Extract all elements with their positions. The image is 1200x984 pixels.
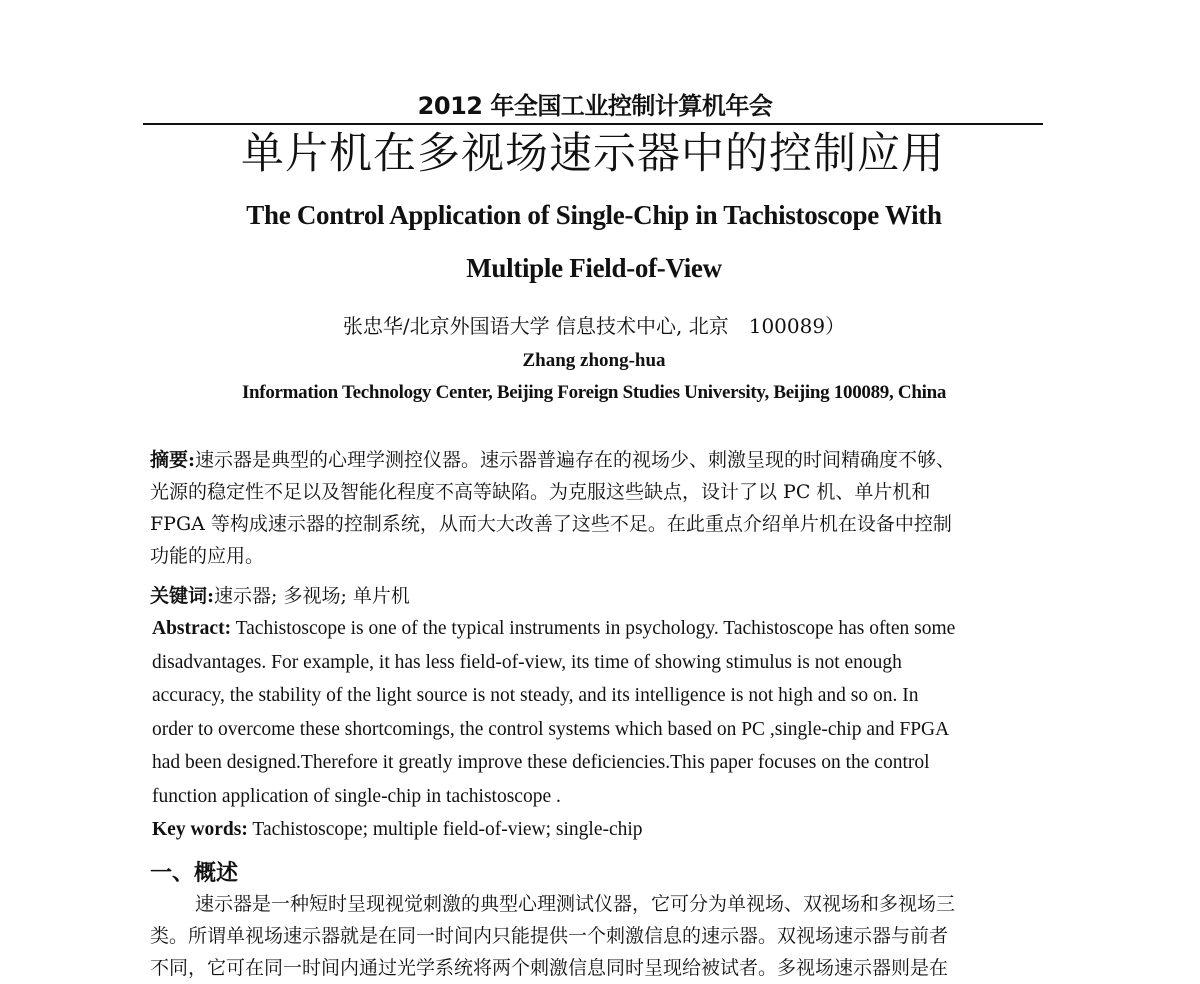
abstract-en-line-1: Abstract: Tachistoscope is one of the typical instruments in psychology. Tachistoscope has often some — [152, 618, 956, 639]
chinese-title: 单片机在多视场速示器中的控制应用 — [241, 129, 945, 179]
chinese-keywords — [150, 580, 1050, 612]
english-title-line-2: Multiple Field-of-View — [466, 253, 722, 283]
abstract-en-label: Abstract: — [152, 618, 232, 639]
abstract-cn-line-2: 光源的稳定性不足以及智能化程度不高等缺陷。为克服这些缺点，设计了以 PC 机、单片机和 — [150, 481, 931, 503]
section-heading-overview: 一、概述 — [150, 861, 239, 886]
keywords-en-text: Tachistoscope; multiple field-of-view; single-chip — [247, 819, 643, 840]
abstract-en-line-3: accuracy, the stability of the light source is not steady, and its intelligence is not high and so on. In — [152, 685, 919, 706]
section-1-line-2: 类。所谓单视场速示器就是在同一时间内只能提供一个刺激信息的速示器。双视场速示器与前者 — [150, 925, 949, 947]
conference-header: 2012 年全国工业控制计算机年会 — [417, 92, 773, 120]
chinese-abstract — [150, 444, 1050, 572]
abstract-en-line-2: disadvantages. For example, it has less field-of-view, its time of showing stimulus is not enough — [152, 651, 902, 673]
chinese-author-affiliation: 张忠华/北京外国语大学 信息技术中心, 北京 100089） — [342, 314, 846, 338]
abstract-cn-line-1: 摘要:速示器是典型的心理学测控仪器。速示器普遍存在的视场少、刺激呈现的时间精确度不够、 — [150, 449, 956, 471]
keywords-en — [152, 813, 1052, 847]
abstract-cn-line-3: FPGA 等构成速示器的控制系统，从而大大改善了这些不足。在此重点介绍单片机在设备中控制 — [150, 513, 952, 535]
keywords-cn-text: 速示器; 多视场; 单片机 — [214, 585, 410, 607]
keywords-en-label: Key words: — [152, 819, 248, 840]
abstract-cn-line-4: 功能的应用。 — [150, 545, 265, 567]
abstract-en-line-4: order to overcome these shortcomings, the control systems which based on PC ,single-chip and FPGA — [152, 718, 950, 740]
english-abstract — [152, 612, 1052, 847]
english-title-line-1: The Control Application of Single-Chip in Tachistoscope With — [246, 200, 942, 230]
abstract-cn-label: 摘要: — [150, 449, 196, 471]
section-1-line-3: 不同，它可在同一时间内通过光学系统将两个刺激信息同时呈现给被试者。多视场速示器则是在 — [150, 957, 949, 979]
keywords-cn-label: 关键词: — [150, 585, 215, 607]
abstract-en-line-6: function application of single-chip in tachistoscope . — [152, 785, 561, 807]
section-1-line-1: 速示器是一种短时呈现视觉刺激的典型心理测试仪器，它可分为单视场、双视场和多视场三 — [195, 893, 956, 915]
section-1-body — [150, 888, 1050, 984]
english-affiliation: Information Technology Center, Beijing Foreign Studies University, Beijing 100089, China — [241, 382, 947, 403]
header-rule — [143, 123, 1043, 125]
english-author-name: Zhang zhong-hua — [522, 350, 666, 371]
abstract-en-line-5: had been designed.Therefore it greatly improve these deficiencies.This paper focuses on the control — [152, 752, 930, 773]
